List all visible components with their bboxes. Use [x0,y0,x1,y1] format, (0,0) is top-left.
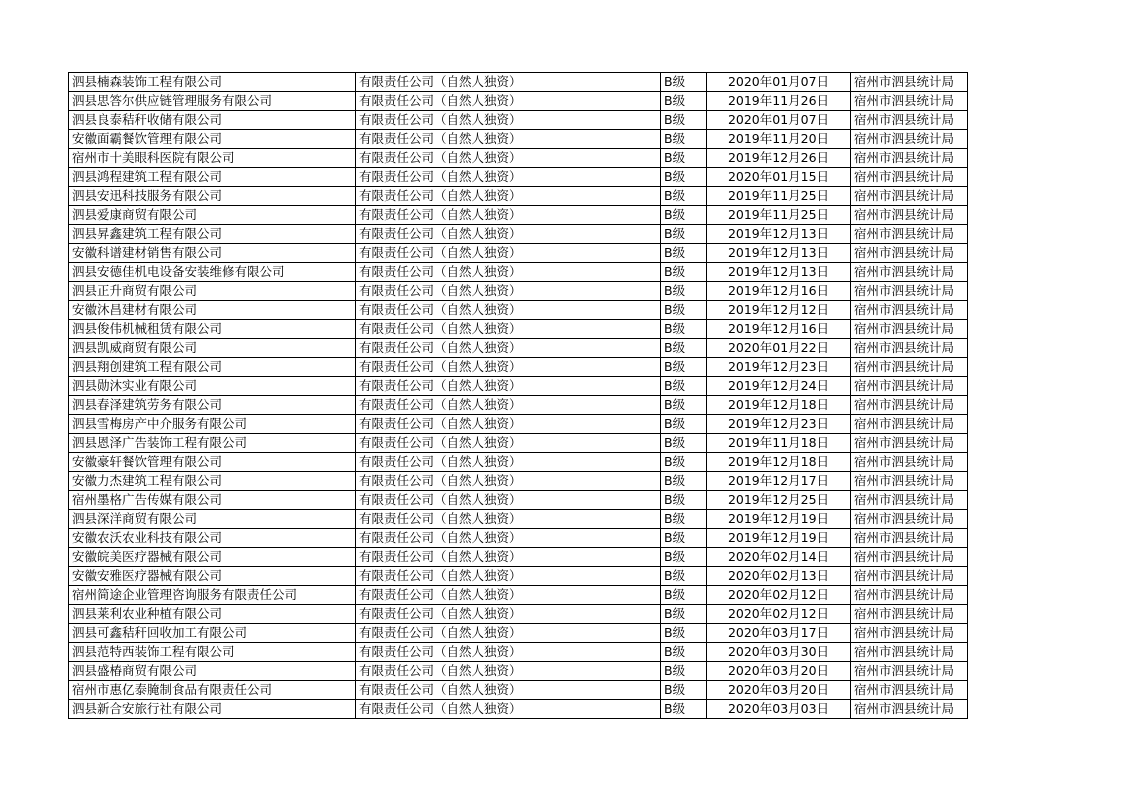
company-type-cell: 有限责任公司（自然人独资） [356,225,661,244]
grade-cell: B级 [661,149,707,168]
company-type-cell: 有限责任公司（自然人独资） [356,130,661,149]
date-cell: 2020年02月14日 [707,548,851,567]
company-name-cell: 泗县恩泽广告装饰工程有限公司 [69,434,356,453]
company-type-cell: 有限责任公司（自然人独资） [356,358,661,377]
date-cell: 2019年12月19日 [707,510,851,529]
company-type-cell: 有限责任公司（自然人独资） [356,168,661,187]
authority-cell: 宿州市泗县统计局 [851,168,968,187]
grade-cell: B级 [661,567,707,586]
table-row [69,605,968,624]
grade-cell: B级 [661,111,707,130]
date-cell: 2020年02月13日 [707,567,851,586]
company-name-cell: 泗县思答尔供应链管理服务有限公司 [69,92,356,111]
grade-cell: B级 [661,415,707,434]
date-cell: 2020年01月15日 [707,168,851,187]
grade-cell: B级 [661,662,707,681]
table-row [69,548,968,567]
authority-cell: 宿州市泗县统计局 [851,206,968,225]
company-name-cell: 泗县安德佳机电设备安装维修有限公司 [69,263,356,282]
grade-cell: B级 [661,510,707,529]
authority-cell: 宿州市泗县统计局 [851,453,968,472]
date-cell: 2019年12月25日 [707,491,851,510]
company-name-cell: 安徽皖美医疗器械有限公司 [69,548,356,567]
company-name-cell: 泗县深洋商贸有限公司 [69,510,356,529]
company-name-cell: 安徽面霸餐饮管理有限公司 [69,130,356,149]
company-name-cell: 泗县可鑫秸秆回收加工有限公司 [69,624,356,643]
table-row [69,263,968,282]
date-cell: 2019年12月13日 [707,225,851,244]
company-name-cell: 泗县雪梅房产中介服务有限公司 [69,415,356,434]
grade-cell: B级 [661,472,707,491]
company-type-cell: 有限责任公司（自然人独资） [356,491,661,510]
date-cell: 2019年11月25日 [707,206,851,225]
table-row [69,662,968,681]
date-cell: 2019年12月23日 [707,415,851,434]
date-cell: 2019年12月26日 [707,149,851,168]
grade-cell: B级 [661,244,707,263]
authority-cell: 宿州市泗县统计局 [851,491,968,510]
table-row [69,681,968,700]
company-type-cell: 有限责任公司（自然人独资） [356,339,661,358]
company-type-cell: 有限责任公司（自然人独资） [356,73,661,92]
grade-cell: B级 [661,358,707,377]
date-cell: 2019年12月23日 [707,358,851,377]
authority-cell: 宿州市泗县统计局 [851,263,968,282]
authority-cell: 宿州市泗县统计局 [851,225,968,244]
authority-cell: 宿州市泗县统计局 [851,320,968,339]
date-cell: 2019年11月20日 [707,130,851,149]
date-cell: 2019年12月18日 [707,396,851,415]
date-cell: 2019年12月13日 [707,263,851,282]
authority-cell: 宿州市泗县统计局 [851,73,968,92]
authority-cell: 宿州市泗县统计局 [851,377,968,396]
authority-cell: 宿州市泗县统计局 [851,662,968,681]
table-row [69,434,968,453]
authority-cell: 宿州市泗县统计局 [851,529,968,548]
grade-cell: B级 [661,92,707,111]
authority-cell: 宿州市泗县统计局 [851,149,968,168]
company-type-cell: 有限责任公司（自然人独资） [356,567,661,586]
authority-cell: 宿州市泗县统计局 [851,510,968,529]
date-cell: 2019年11月18日 [707,434,851,453]
date-cell: 2019年12月12日 [707,301,851,320]
company-name-cell: 泗县春泽建筑劳务有限公司 [69,396,356,415]
grade-cell: B级 [661,301,707,320]
authority-cell: 宿州市泗县统计局 [851,605,968,624]
date-cell: 2019年12月13日 [707,244,851,263]
company-type-cell: 有限责任公司（自然人独资） [356,643,661,662]
table-row [69,472,968,491]
grade-cell: B级 [661,73,707,92]
grade-cell: B级 [661,681,707,700]
authority-cell: 宿州市泗县统计局 [851,624,968,643]
date-cell: 2020年03月17日 [707,624,851,643]
grade-cell: B级 [661,263,707,282]
company-type-cell: 有限责任公司（自然人独资） [356,244,661,263]
grade-cell: B级 [661,225,707,244]
table-row [69,301,968,320]
company-name-cell: 安徽沐昌建材有限公司 [69,301,356,320]
company-type-cell: 有限责任公司（自然人独资） [356,453,661,472]
grade-cell: B级 [661,643,707,662]
company-type-cell: 有限责任公司（自然人独资） [356,510,661,529]
company-name-cell: 泗县莱利农业种植有限公司 [69,605,356,624]
date-cell: 2020年02月12日 [707,605,851,624]
grade-cell: B级 [661,168,707,187]
company-type-cell: 有限责任公司（自然人独资） [356,415,661,434]
company-name-cell: 泗县范特西装饰工程有限公司 [69,643,356,662]
company-type-cell: 有限责任公司（自然人独资） [356,548,661,567]
company-type-cell: 有限责任公司（自然人独资） [356,681,661,700]
company-name-cell: 宿州简途企业管理咨询服务有限责任公司 [69,586,356,605]
table-row [69,624,968,643]
company-type-cell: 有限责任公司（自然人独资） [356,111,661,130]
company-name-cell: 泗县良泰秸秆收储有限公司 [69,111,356,130]
table-row [69,567,968,586]
company-name-cell: 泗县凯威商贸有限公司 [69,339,356,358]
company-type-cell: 有限责任公司（自然人独资） [356,529,661,548]
date-cell: 2019年12月18日 [707,453,851,472]
table-row [69,149,968,168]
date-cell: 2020年03月20日 [707,662,851,681]
grade-cell: B级 [661,206,707,225]
grade-cell: B级 [661,339,707,358]
company-name-cell: 泗县楠森装饰工程有限公司 [69,73,356,92]
company-name-cell: 安徽力杰建筑工程有限公司 [69,472,356,491]
authority-cell: 宿州市泗县统计局 [851,548,968,567]
table-row [69,111,968,130]
authority-cell: 宿州市泗县统计局 [851,111,968,130]
company-name-cell: 泗县勋沐实业有限公司 [69,377,356,396]
authority-cell: 宿州市泗县统计局 [851,396,968,415]
company-name-cell: 泗县新合安旅行社有限公司 [69,700,356,719]
company-name-cell: 宿州市惠亿泰腌制食品有限责任公司 [69,681,356,700]
company-type-cell: 有限责任公司（自然人独资） [356,624,661,643]
date-cell: 2019年12月19日 [707,529,851,548]
table-row [69,244,968,263]
date-cell: 2020年01月07日 [707,111,851,130]
company-name-cell: 泗县盛椿商贸有限公司 [69,662,356,681]
table-row [69,73,968,92]
company-name-cell: 泗县爱康商贸有限公司 [69,206,356,225]
grade-cell: B级 [661,453,707,472]
authority-cell: 宿州市泗县统计局 [851,358,968,377]
authority-cell: 宿州市泗县统计局 [851,681,968,700]
authority-cell: 宿州市泗县统计局 [851,130,968,149]
company-type-cell: 有限责任公司（自然人独资） [356,605,661,624]
company-name-cell: 泗县安迅科技服务有限公司 [69,187,356,206]
company-name-cell: 宿州市十美眼科医院有限公司 [69,149,356,168]
table-row [69,700,968,719]
date-cell: 2019年11月26日 [707,92,851,111]
date-cell: 2019年12月17日 [707,472,851,491]
grade-cell: B级 [661,282,707,301]
grade-cell: B级 [661,700,707,719]
authority-cell: 宿州市泗县统计局 [851,586,968,605]
table-row [69,529,968,548]
authority-cell: 宿州市泗县统计局 [851,567,968,586]
company-name-cell: 泗县正升商贸有限公司 [69,282,356,301]
table-row [69,643,968,662]
date-cell: 2019年12月16日 [707,320,851,339]
table-row [69,377,968,396]
grade-cell: B级 [661,377,707,396]
credit-rating-table [68,72,968,719]
company-name-cell: 泗县昇鑫建筑工程有限公司 [69,225,356,244]
company-name-cell: 安徽科谱建材销售有限公司 [69,244,356,263]
table-row [69,396,968,415]
company-type-cell: 有限责任公司（自然人独资） [356,396,661,415]
date-cell: 2020年03月20日 [707,681,851,700]
table-row [69,92,968,111]
company-type-cell: 有限责任公司（自然人独资） [356,263,661,282]
table-body [69,73,968,719]
authority-cell: 宿州市泗县统计局 [851,282,968,301]
authority-cell: 宿州市泗县统计局 [851,643,968,662]
grade-cell: B级 [661,586,707,605]
company-name-cell: 安徽农沃农业科技有限公司 [69,529,356,548]
company-type-cell: 有限责任公司（自然人独资） [356,206,661,225]
company-type-cell: 有限责任公司（自然人独资） [356,187,661,206]
grade-cell: B级 [661,130,707,149]
table-row [69,320,968,339]
company-name-cell: 泗县俊伟机械租赁有限公司 [69,320,356,339]
date-cell: 2019年11月25日 [707,187,851,206]
table-row [69,206,968,225]
company-type-cell: 有限责任公司（自然人独资） [356,700,661,719]
company-type-cell: 有限责任公司（自然人独资） [356,662,661,681]
company-name-cell: 安徽豪轩餐饮管理有限公司 [69,453,356,472]
authority-cell: 宿州市泗县统计局 [851,415,968,434]
company-type-cell: 有限责任公司（自然人独资） [356,586,661,605]
company-type-cell: 有限责任公司（自然人独资） [356,320,661,339]
company-type-cell: 有限责任公司（自然人独资） [356,377,661,396]
table-row [69,282,968,301]
table-row [69,453,968,472]
company-type-cell: 有限责任公司（自然人独资） [356,149,661,168]
grade-cell: B级 [661,624,707,643]
authority-cell: 宿州市泗县统计局 [851,434,968,453]
grade-cell: B级 [661,491,707,510]
table-row [69,168,968,187]
table-row [69,415,968,434]
company-name-cell: 泗县鸿程建筑工程有限公司 [69,168,356,187]
company-type-cell: 有限责任公司（自然人独资） [356,92,661,111]
table-row [69,339,968,358]
grade-cell: B级 [661,605,707,624]
grade-cell: B级 [661,396,707,415]
date-cell: 2020年03月30日 [707,643,851,662]
authority-cell: 宿州市泗县统计局 [851,92,968,111]
company-name-cell: 泗县翔创建筑工程有限公司 [69,358,356,377]
grade-cell: B级 [661,320,707,339]
company-type-cell: 有限责任公司（自然人独资） [356,282,661,301]
table-row [69,130,968,149]
grade-cell: B级 [661,187,707,206]
authority-cell: 宿州市泗县统计局 [851,187,968,206]
table-row [69,491,968,510]
company-name-cell: 安徽安雅医疗器械有限公司 [69,567,356,586]
company-type-cell: 有限责任公司（自然人独资） [356,434,661,453]
date-cell: 2020年02月12日 [707,586,851,605]
grade-cell: B级 [661,434,707,453]
date-cell: 2020年01月07日 [707,73,851,92]
authority-cell: 宿州市泗县统计局 [851,339,968,358]
date-cell: 2019年12月24日 [707,377,851,396]
company-type-cell: 有限责任公司（自然人独资） [356,301,661,320]
table-row [69,187,968,206]
company-type-cell: 有限责任公司（自然人独资） [356,472,661,491]
grade-cell: B级 [661,529,707,548]
grade-cell: B级 [661,548,707,567]
date-cell: 2020年01月22日 [707,339,851,358]
table-row [69,225,968,244]
authority-cell: 宿州市泗县统计局 [851,244,968,263]
authority-cell: 宿州市泗县统计局 [851,472,968,491]
table-row [69,586,968,605]
table-row [69,358,968,377]
authority-cell: 宿州市泗县统计局 [851,700,968,719]
date-cell: 2019年12月16日 [707,282,851,301]
date-cell: 2020年03月03日 [707,700,851,719]
table-row [69,510,968,529]
company-name-cell: 宿州墨格广告传媒有限公司 [69,491,356,510]
authority-cell: 宿州市泗县统计局 [851,301,968,320]
